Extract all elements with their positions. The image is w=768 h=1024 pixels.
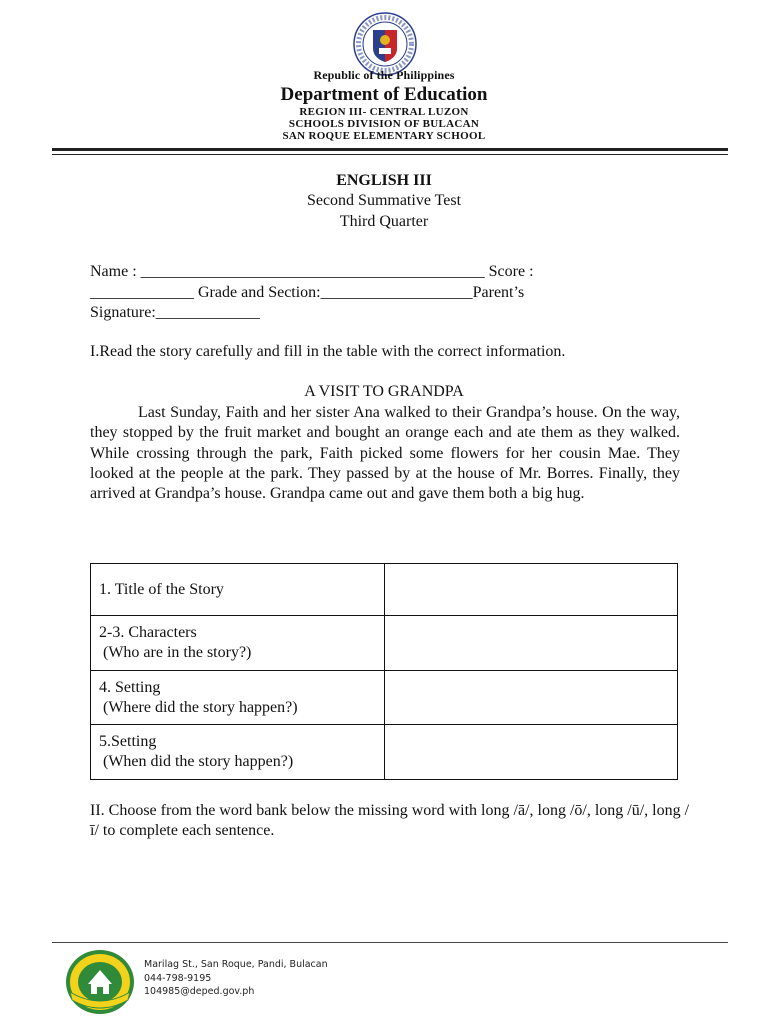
header-divider-thin	[52, 154, 728, 155]
question-hint: (Where did the story happen?)	[99, 698, 298, 716]
division-text: SCHOOLS DIVISION OF BULACAN	[288, 118, 480, 130]
story-elements-table	[90, 563, 678, 780]
department-title: Department of Education	[280, 84, 488, 105]
question-hint: (When did the story happen?)	[99, 753, 294, 770]
question-label: 1. Title of the Story	[99, 580, 224, 598]
question-label: 2-3. Characters	[99, 624, 197, 641]
school-name-text: SAN ROQUE ELEMENTARY SCHOOL	[282, 130, 486, 142]
signature-line[interactable]: Signature:_____________	[90, 304, 260, 321]
table-row	[91, 671, 678, 725]
table-question-cell	[91, 564, 385, 616]
table-question-cell	[91, 616, 385, 671]
table-question-cell	[91, 725, 385, 780]
question-label: 4. Setting	[99, 678, 161, 696]
table-row	[91, 564, 678, 616]
footer-phone: 044-798-9195	[144, 972, 212, 984]
test-name: Second Summative Test	[306, 192, 462, 209]
name-score-line[interactable]: Name : ___________________________________________ Score :	[90, 263, 534, 280]
story-paragraph	[90, 403, 680, 504]
footer-address: Marilag St., San Roque, Pandi, Bulacan	[144, 959, 328, 970]
quarter-text: Third Quarter	[339, 213, 429, 230]
question-hint: (Who are in the story?)	[99, 644, 252, 661]
answer-cell-characters[interactable]	[385, 616, 678, 671]
table-question-cell	[91, 671, 385, 725]
header-divider-thick	[52, 148, 728, 151]
story-text: Last Sunday, Faith and her sister Ana walked to their Grandpa’s house. On the way, they stopped by the fruit market and bought an orange each and ate them as they walked. While crossing through the park, Faith picked some flowers for her cousin Mae. They looked at the people at the park. They passed by at the house of Mr. Borres. Finally, they arrived at Grandpa’s house. Grandpa came out and gave them both a big hug.	[90, 404, 680, 503]
footer-divider	[52, 942, 728, 943]
subject-title: ENGLISH III	[336, 172, 432, 189]
grade-section-line[interactable]: _____________ Grade and Section:___________________Parent’s	[90, 283, 525, 301]
table-row	[91, 725, 678, 780]
republic-text: Republic of the Philippines	[313, 68, 455, 82]
footer-contact	[144, 958, 328, 999]
story-title: A VISIT TO GRANDPA	[304, 383, 464, 400]
part2-instruction: II. Choose from the word bank below the missing word with long /ā/, long /ō/, long /ū/, long /ī/ to complete each sentence.	[90, 802, 690, 840]
school-seal-icon	[64, 948, 136, 1016]
deped-seal-icon	[353, 12, 417, 76]
answer-cell-setting-when[interactable]	[385, 725, 678, 780]
region-text: REGION III- CENTRAL LUZON	[299, 106, 469, 118]
part1-instruction: I.Read the story carefully and fill in the table with the correct information.	[90, 343, 566, 360]
footer-email[interactable]: 104985@deped.gov.ph	[144, 986, 255, 997]
table-row	[91, 616, 678, 671]
answer-cell-setting-where[interactable]	[385, 671, 678, 725]
question-label: 5.Setting	[99, 733, 157, 750]
answer-cell-title[interactable]	[385, 564, 678, 616]
student-info-block	[90, 262, 650, 324]
